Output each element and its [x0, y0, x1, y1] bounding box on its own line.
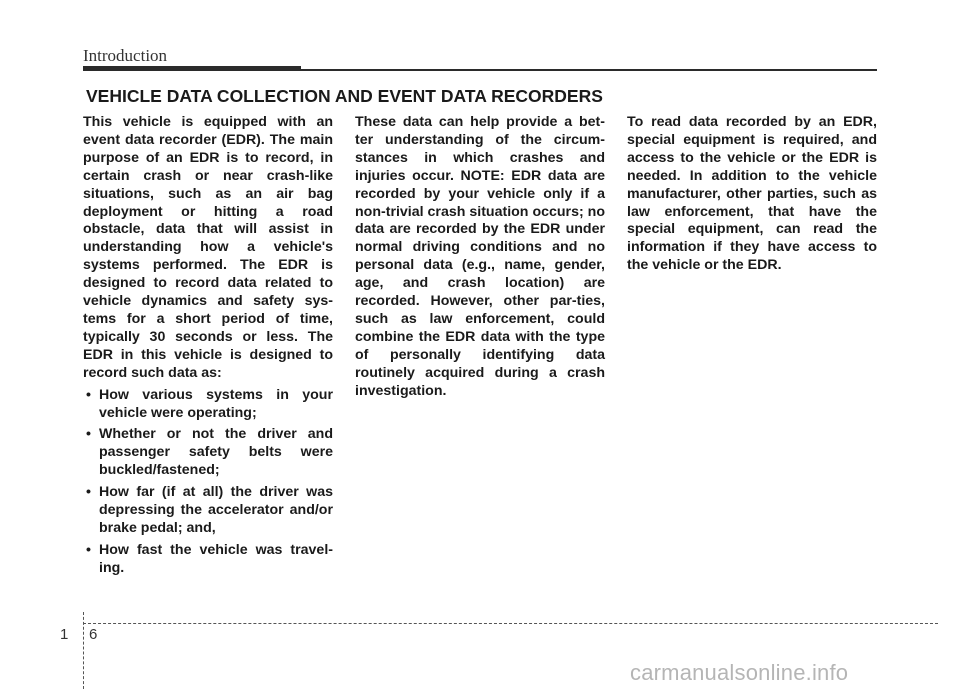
list-item-text: Whether or not the driver and passenger safety belts were buckled/fastened;: [99, 426, 333, 479]
header-accent-bar: [83, 66, 301, 71]
bullet-icon: •: [86, 541, 91, 558]
list-item: [83, 387, 333, 423]
list-item-text: How fast the vehicle was travel-ing.: [99, 541, 333, 576]
section-number: 1: [60, 626, 69, 643]
bullet-icon: •: [86, 426, 91, 443]
list-item-text: How far (if at all) the driver was depressing the accelerator and/or brake pedal; and,: [99, 484, 333, 536]
text-column-1: [83, 114, 333, 582]
text-column-2: [355, 114, 605, 401]
text-column-3: [627, 114, 877, 275]
bullet-icon: •: [86, 484, 91, 501]
list-item: [83, 484, 333, 538]
edr-intro-paragraph: This vehicle is equipped with an event data recorder (EDR). The main purpose of an EDR is to record, in certain crash or near crash-like situations, such as an air bag deployment or hitting a road obstacle, data that will assist in understanding how a vehicle's systems performed. The EDR is designed to record data related to vehicle dynamics and safety sys-tems for a short period of time, typically 30 seconds or less. The EDR in this vehicle is designed to record such data as:: [83, 114, 333, 381]
watermark: carmanualsonline.info: [630, 660, 849, 685]
footer-horizontal-divider: [83, 623, 938, 624]
header-rule: [301, 69, 877, 71]
list-item: [83, 542, 333, 578]
bullet-icon: •: [86, 386, 91, 403]
list-item-text: How various systems in your vehicle were operating;: [99, 386, 333, 421]
page-header-title: Introduction: [83, 46, 168, 65]
edr-data-list: [83, 387, 333, 578]
list-item: [83, 426, 333, 480]
edr-usage-paragraph: These data can help provide a bet-ter understanding of the circum-stances in which crashes and injuries occur. NOTE: EDR data are recorded by your vehicle only if a non-trivial crash situation occurs; no data are recorded by the EDR under normal driving conditions and no personal data (e.g., name, gender, age, and crash location) are recorded. However, other par-ties, such as law enforcement, could combine the EDR data with the type of personally identifying data routinely acquired during a crash investigation.: [355, 114, 605, 399]
edr-access-paragraph: To read data recorded by an EDR, special equipment is required, and access to the vehicle or the EDR is needed. In addition to the vehicle manufacturer, other parties, such as law enforcement, that have the special equipment, can read the information if they have access to the vehicle or the EDR.: [627, 114, 877, 274]
page-number: 6: [89, 626, 98, 643]
section-title: VEHICLE DATA COLLECTION AND EVENT DATA RECORDERS: [86, 86, 603, 106]
